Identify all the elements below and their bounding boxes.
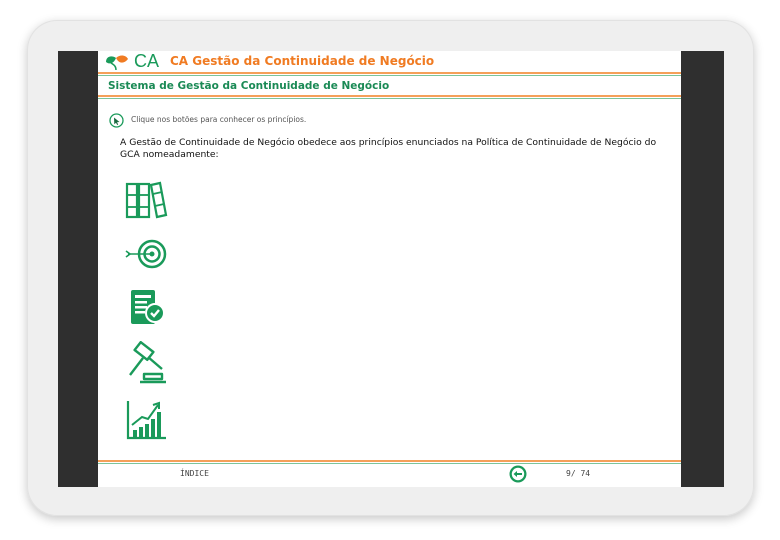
index-link[interactable]: ÍNDICE [180,469,209,478]
principle-button-target[interactable] [122,231,170,277]
page-indicator: 9/ 74 [566,469,591,478]
section-title: Sistema de Gestão da Continuidade de Negócio [108,80,390,92]
section-divider-green [98,98,681,99]
back-arrow-icon [509,465,527,483]
app-title: CA Gestão da Continuidade de Negócio [170,54,435,68]
growth-chart-icon [122,397,170,443]
section-divider-orange [98,95,681,97]
principle-button-binders[interactable] [122,179,170,225]
gavel-icon [122,341,170,387]
leaf-logo-icon [104,53,132,71]
header-divider-orange [98,72,681,74]
header-divider-green [98,75,681,76]
principle-button-gavel[interactable] [122,341,170,387]
intro-text: A Gestão de Continuidade de Negócio obedece aos princípios enunciados na Política de Continuidade de Negócio do GCA nomeadamente: [120,137,657,160]
logo-text: CA [134,51,160,71]
course-page [98,51,681,487]
footer-divider-orange [98,460,681,462]
hint-text: Clique nos botões para conhecer os princípios. [131,115,307,124]
principle-button-document[interactable] [122,285,170,331]
top-bar [98,51,681,73]
binders-icon [122,179,170,225]
document-check-icon [122,285,170,331]
company-logo [104,53,164,71]
footer-divider-green [98,463,681,464]
pointer-icon [109,113,124,128]
target-icon [122,231,170,277]
back-button[interactable] [509,465,527,483]
screen [58,51,724,487]
principle-button-growth[interactable] [122,397,170,443]
